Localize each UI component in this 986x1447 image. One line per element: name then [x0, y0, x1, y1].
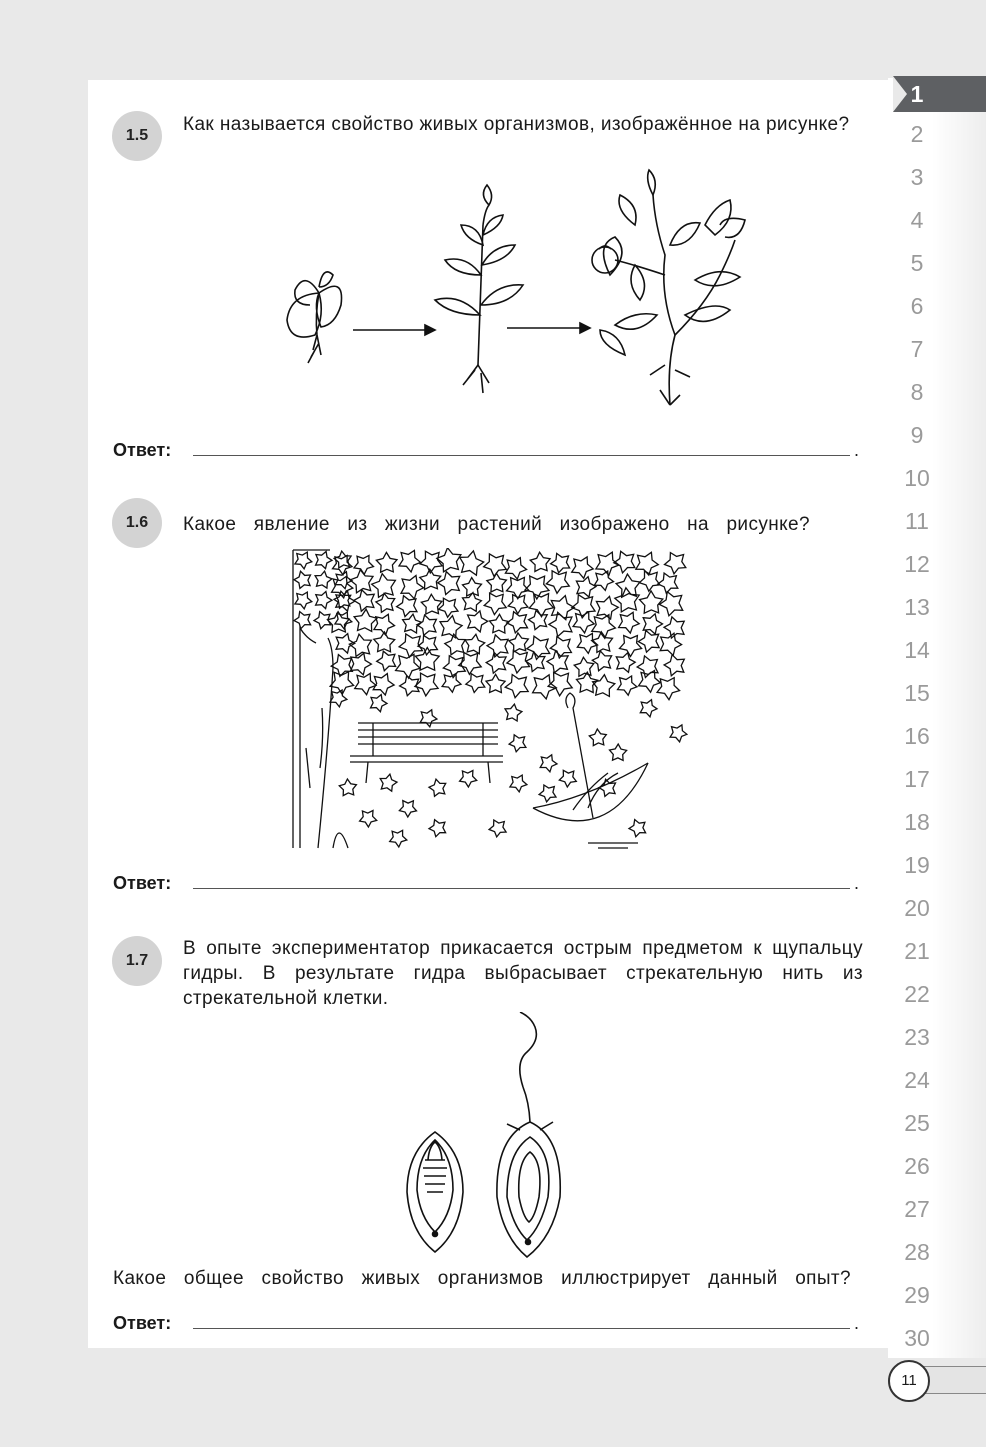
answer-label: Ответ: — [113, 873, 172, 893]
chapter-tab-25[interactable]: 25 — [904, 1110, 930, 1136]
arrow-1 — [353, 325, 435, 335]
chapter-tab-26[interactable]: 26 — [904, 1153, 930, 1179]
chapter-tab-16[interactable]: 16 — [904, 723, 930, 749]
question-text: В опыте экспериментатор прикасается острым предметом к щупальцу гидры. В результате гидра выбрасывает стрекательную нить из стрекательной клетки. — [183, 938, 863, 1009]
bench-drawing — [350, 723, 503, 783]
answer-input-line[interactable] — [193, 888, 850, 889]
question-number-badge: 1.6 — [112, 498, 162, 548]
chapter-tab-1[interactable]: 1 — [910, 81, 924, 107]
plant-growth-illustration — [275, 165, 775, 410]
chapter-tab-14[interactable]: 14 — [904, 637, 930, 663]
chapter-tab-23[interactable]: 23 — [904, 1024, 930, 1050]
answer-label: Ответ: — [113, 440, 172, 460]
chapter-tab-22[interactable]: 22 — [904, 981, 930, 1007]
chapter-tab-4[interactable]: 4 — [910, 207, 924, 233]
chapter-tab-9[interactable]: 9 — [910, 422, 924, 448]
answer-period: . — [854, 873, 860, 893]
chapter-tab-6[interactable]: 6 — [910, 293, 924, 319]
chapter-tab-5[interactable]: 5 — [910, 250, 924, 276]
page-number: 11 — [888, 1360, 930, 1402]
chapter-tab-21[interactable]: 21 — [904, 938, 930, 964]
question-text: Какое явление из жизни растений изображено на рисунке? — [183, 514, 810, 535]
chapter-tab-7[interactable]: 7 — [910, 336, 924, 362]
chapter-tab-19[interactable]: 19 — [904, 852, 930, 878]
seedling-stage-drawing — [287, 272, 342, 363]
chapter-tab-30[interactable]: 30 — [904, 1325, 930, 1351]
followup-question-text: Какое общее свойство живых организмов иллюстрирует данный опыт? — [113, 1268, 851, 1289]
chapter-tab-2[interactable]: 2 — [910, 121, 924, 147]
chapter-tab-13[interactable]: 13 — [904, 594, 930, 620]
young-plant-drawing — [435, 185, 523, 393]
question-text: Как называется свойство живых организмов, изображённое на рисунке? — [183, 114, 850, 135]
chapter-tab-3[interactable]: 3 — [910, 164, 924, 190]
answer-period: . — [854, 1313, 860, 1333]
chapter-tab-18[interactable]: 18 — [904, 809, 930, 835]
flowering-plant-drawing — [592, 170, 745, 405]
chapter-tab-20[interactable]: 20 — [904, 895, 930, 921]
answer-period: . — [854, 440, 860, 460]
chapter-tab-11[interactable]: 11 — [905, 508, 929, 534]
arrow-2 — [507, 323, 590, 333]
question-number-badge: 1.5 — [112, 111, 162, 161]
autumn-leaf-fall-illustration — [288, 548, 688, 853]
resting-stinging-cell-drawing — [407, 1132, 463, 1252]
chapter-tab-17[interactable]: 17 — [904, 766, 930, 792]
discharged-stinging-cell-drawing — [497, 1012, 560, 1257]
chapter-tab-24[interactable]: 24 — [904, 1067, 930, 1093]
answer-input-line[interactable] — [193, 455, 850, 456]
question-number-badge: 1.7 — [112, 936, 162, 986]
chapter-tab-29[interactable]: 29 — [904, 1282, 930, 1308]
chapter-tab-15[interactable]: 15 — [904, 680, 930, 706]
answer-input-line[interactable] — [193, 1328, 850, 1329]
answer-label: Ответ: — [113, 1313, 172, 1333]
chapter-tab-10[interactable]: 10 — [904, 465, 930, 491]
chapter-tab-28[interactable]: 28 — [904, 1239, 930, 1265]
chapter-tab-27[interactable]: 27 — [904, 1196, 930, 1222]
falling-leaves-drawing — [294, 548, 687, 847]
hydra-stinging-cell-illustration — [395, 1012, 575, 1262]
chapter-tab-8[interactable]: 8 — [910, 379, 924, 405]
chapter-tab-12[interactable]: 12 — [904, 551, 930, 577]
